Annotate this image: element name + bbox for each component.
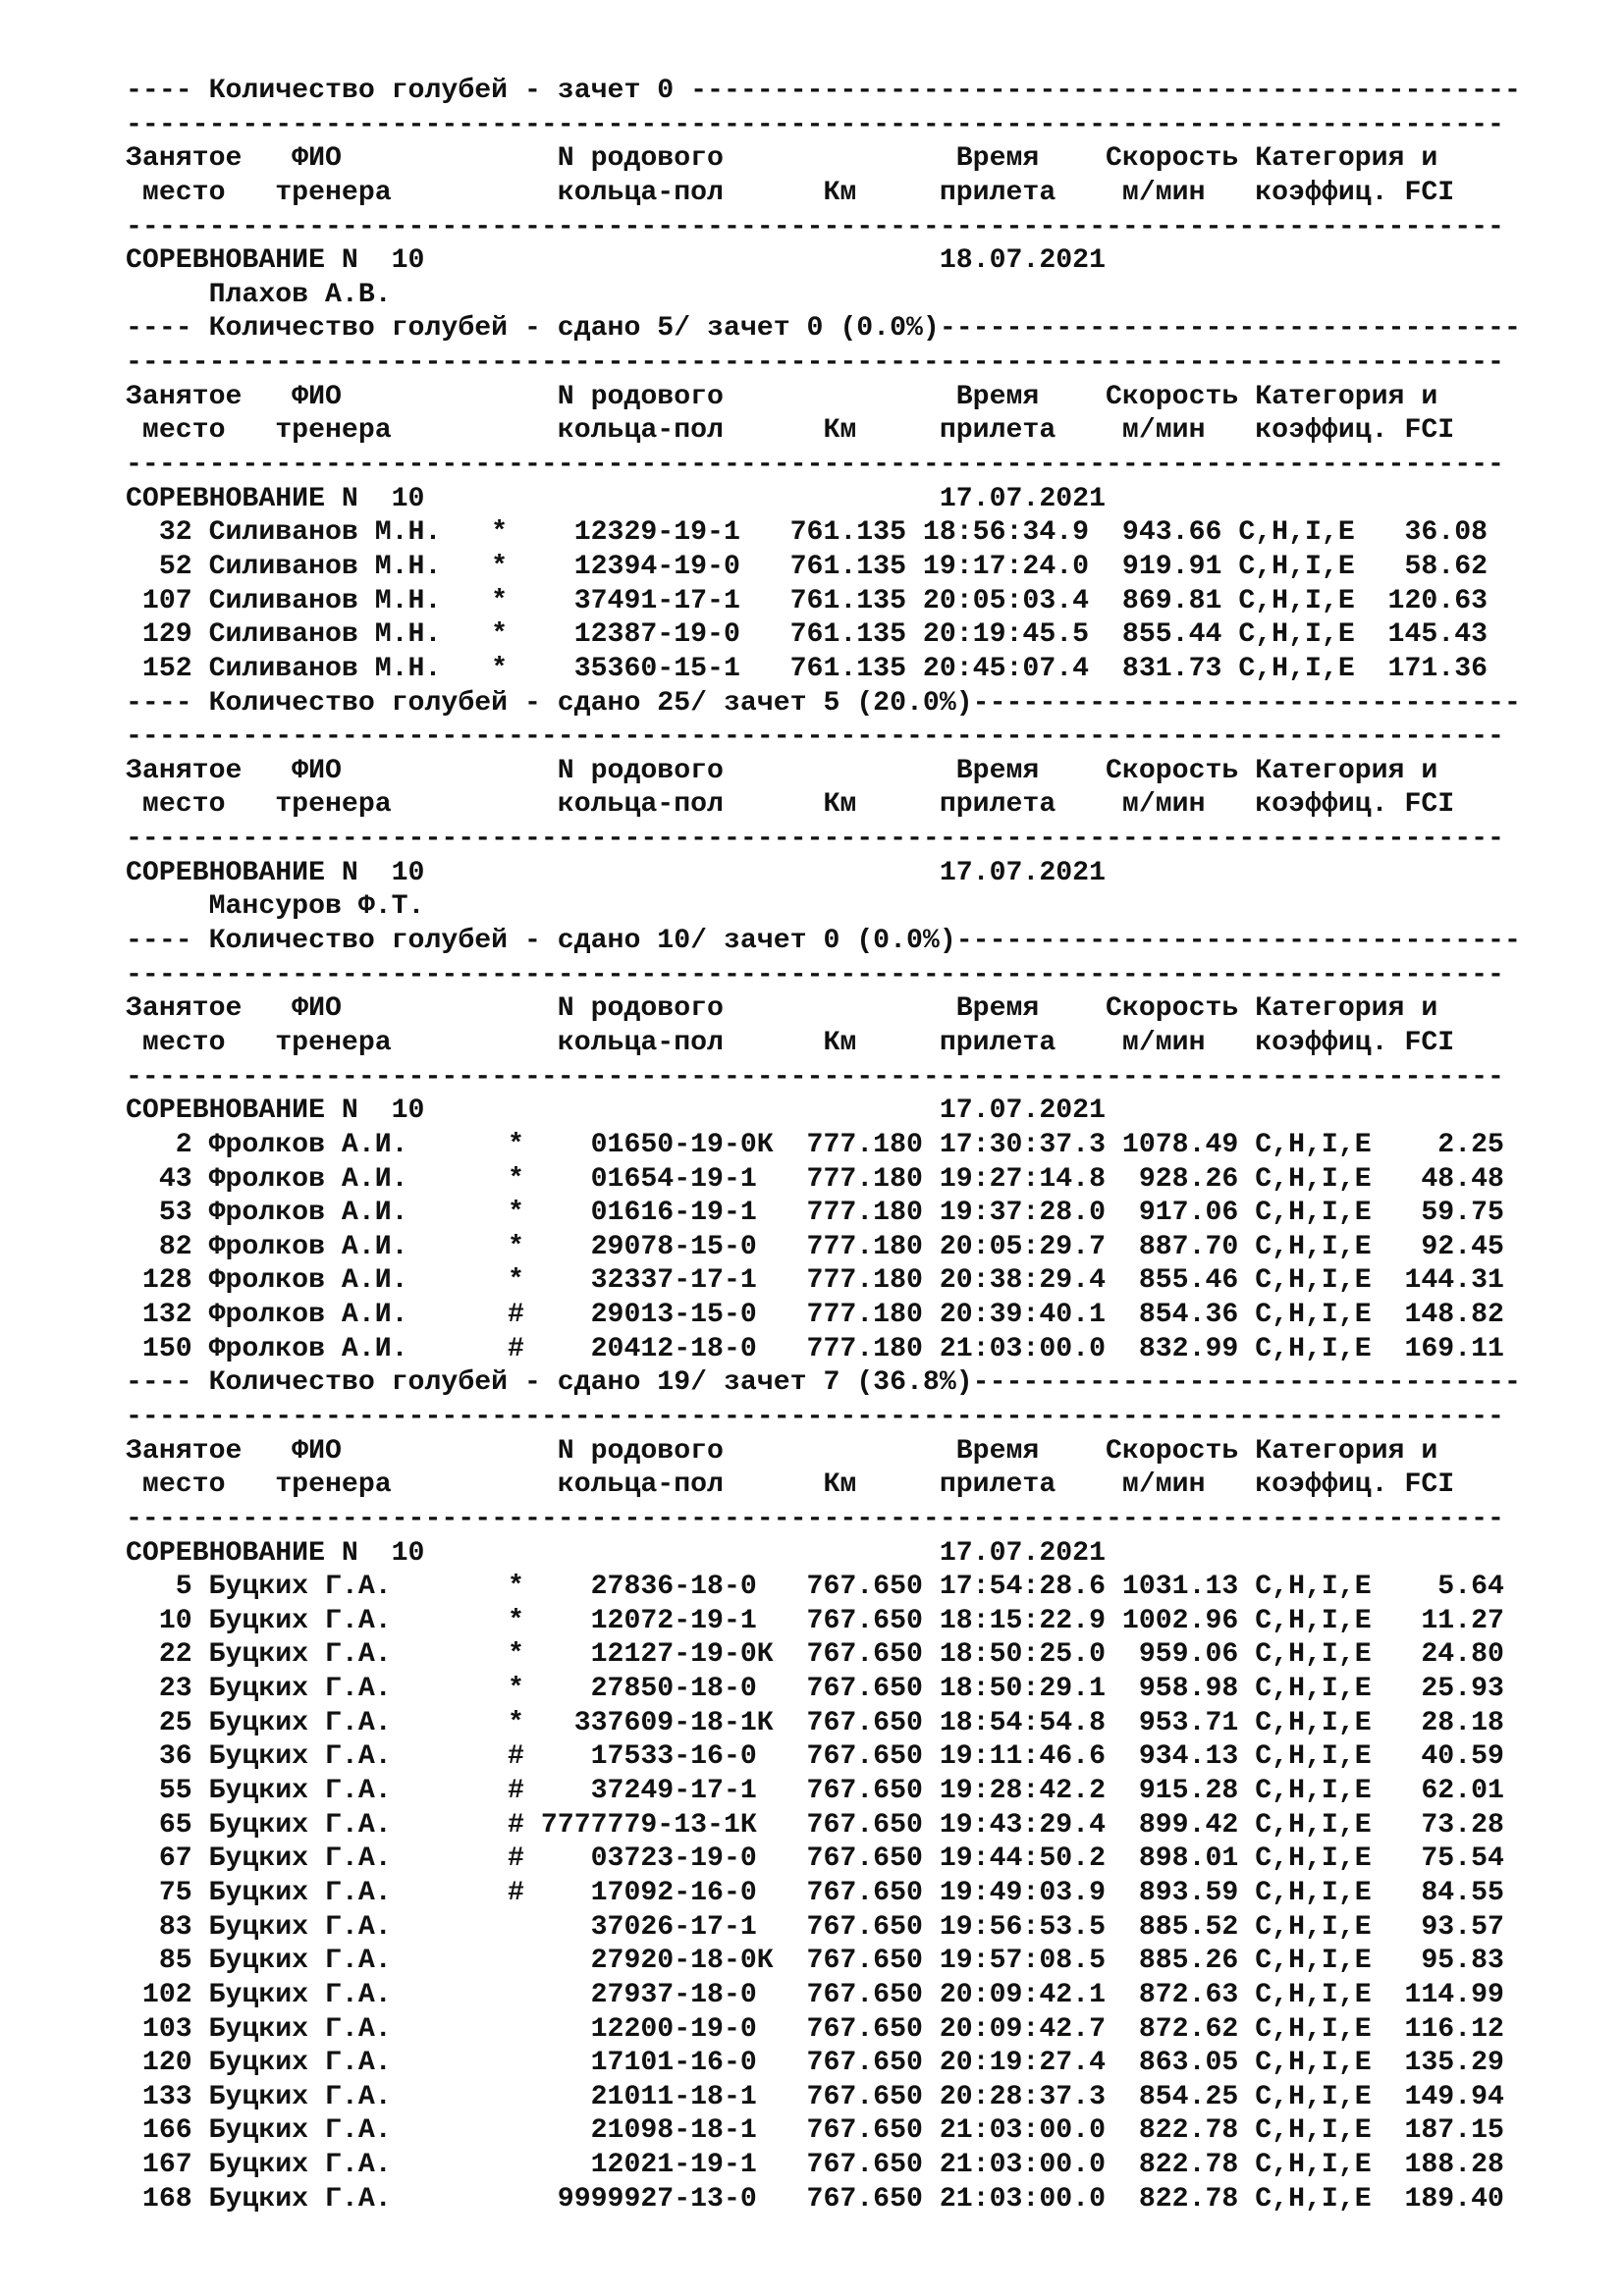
competition-header: СОРЕВНОВАНИЕ N 10 18.07.2021 <box>126 245 1106 277</box>
table-header: место тренера кольца-пол Км прилета м/мин коэффиц. FCI <box>126 1027 1455 1058</box>
separator-line: ----------------------------------------------------------------------------------- <box>126 1503 1504 1534</box>
table-row: 152 Силиванов М.Н. * 35360-15-1 761.135 20:45:07.4 831.73 C,H,I,E 171.36 <box>126 653 1489 684</box>
table-row: 65 Буцких Г.А. # 7777779-13-1К 767.650 19:43:29.4 899.42 C,H,I,E 73.28 <box>126 1809 1504 1841</box>
summary-line: ---- Количество голубей - сдано 5/ зачет 0 (0.0%)----------------------------------- <box>126 313 1521 345</box>
summary-line: ---- Количество голубей - сдано 19/ зачет 7 (36.8%)--------------------------------- <box>126 1367 1521 1399</box>
table-row: 168 Буцких Г.А. 9999927-13-0 767.650 21:03:00.0 822.78 C,H,I,E 189.40 <box>126 2183 1504 2215</box>
summary-line: ---- Количество голубей - зачет 0 -------------------------------------------------- <box>126 76 1521 106</box>
table-header: Занятое ФИО N родового Время Скорость Категория и <box>126 381 1438 412</box>
table-row: 43 Фролков А.И. * 01654-19-1 777.180 19:27:14.8 928.26 C,H,I,E 48.48 <box>126 1163 1504 1195</box>
table-row: 132 Фролков А.И. # 29013-15-0 777.180 20:39:40.1 854.36 C,H,I,E 148.82 <box>126 1300 1504 1331</box>
competition-header: СОРЕВНОВАНИЕ N 10 17.07.2021 <box>126 1537 1106 1569</box>
table-row: 150 Фролков А.И. # 20412-18-0 777.180 21:03:00.0 832.99 C,H,I,E 169.11 <box>126 1333 1504 1364</box>
table-header: место тренера кольца-пол Км прилета м/мин коэффиц. FCI <box>126 415 1455 447</box>
table-row: 53 Фролков А.И. * 01616-19-1 777.180 19:37:28.0 917.06 C,H,I,E 59.75 <box>126 1198 1504 1229</box>
separator-line: ----------------------------------------------------------------------------------- <box>126 721 1504 753</box>
separator-line: ----------------------------------------------------------------------------------- <box>126 824 1504 855</box>
table-row: 82 Фролков А.И. * 29078-15-0 777.180 20:05:29.7 887.70 C,H,I,E 92.45 <box>126 1231 1504 1262</box>
table-row: 128 Фролков А.И. * 32337-17-1 777.180 20:38:29.4 855.46 C,H,I,E 144.31 <box>126 1265 1504 1297</box>
competition-header: СОРЕВНОВАНИЕ N 10 17.07.2021 <box>126 1095 1106 1127</box>
report-sheet <box>126 75 1598 2216</box>
separator-line: ----------------------------------------------------------------------------------- <box>126 211 1504 242</box>
table-row: 83 Буцких Г.А. 37026-17-1 767.650 19:56:53.5 885.52 C,H,I,E 93.57 <box>126 1911 1504 1943</box>
separator-line: ----------------------------------------------------------------------------------- <box>126 1401 1504 1432</box>
summary-line: ---- Количество голубей - сдано 10/ зачет 0 (0.0%)---------------------------------- <box>126 926 1521 957</box>
table-row: 166 Буцких Г.А. 21098-18-1 767.650 21:03:00.0 822.78 C,H,I,E 187.15 <box>126 2115 1504 2147</box>
table-row: 133 Буцких Г.А. 21011-18-1 767.650 20:28:37.3 854.25 C,H,I,E 149.94 <box>126 2081 1504 2112</box>
separator-line: ----------------------------------------------------------------------------------- <box>126 109 1504 140</box>
table-header: место тренера кольца-пол Км прилета м/мин коэффиц. FCI <box>126 789 1455 821</box>
table-row: 55 Буцких Г.А. # 37249-17-1 767.650 19:28:42.2 915.28 C,H,I,E 62.01 <box>126 1776 1504 1807</box>
table-row: 36 Буцких Г.А. # 17533-16-0 767.650 19:11:46.6 934.13 C,H,I,E 40.59 <box>126 1741 1504 1773</box>
table-header: место тренера кольца-пол Км прилета м/мин коэффиц. FCI <box>126 177 1455 208</box>
table-header: Занятое ФИО N родового Время Скорость Категория и <box>126 143 1438 175</box>
competition-header: СОРЕВНОВАНИЕ N 10 17.07.2021 <box>126 857 1106 888</box>
table-row: 32 Силиванов М.Н. * 12329-19-1 761.135 18:56:34.9 943.66 C,H,I,E 36.08 <box>126 517 1489 549</box>
table-row: 102 Буцких Г.А. 27937-18-0 767.650 20:09:42.1 872.63 C,H,I,E 114.99 <box>126 1979 1504 2010</box>
table-header: место тренера кольца-пол Км прилета м/мин коэффиц. FCI <box>126 1469 1455 1501</box>
table-row: 167 Буцких Г.А. 12021-19-1 767.650 21:03:00.0 822.78 C,H,I,E 188.28 <box>126 2150 1504 2181</box>
table-row: 10 Буцких Г.А. * 12072-19-1 767.650 18:15:22.9 1002.96 C,H,I,E 11.27 <box>126 1605 1504 1636</box>
table-row: 25 Буцких Г.А. * 337609-18-1К 767.650 18:54:54.8 953.71 C,H,I,E 28.18 <box>126 1707 1504 1738</box>
table-row: 85 Буцких Г.А. 27920-18-0К 767.650 19:57:08.5 885.26 C,H,I,E 95.83 <box>126 1946 1504 1977</box>
table-row: 75 Буцких Г.А. # 17092-16-0 767.650 19:49:03.9 893.59 C,H,I,E 84.55 <box>126 1877 1504 1908</box>
table-row: 5 Буцких Г.А. * 27836-18-0 767.650 17:54:28.6 1031.13 C,H,I,E 5.64 <box>126 1572 1504 1603</box>
trainer-line: Плахов А.В. <box>126 279 392 310</box>
table-row: 129 Силиванов М.Н. * 12387-19-0 761.135 20:19:45.5 855.44 C,H,I,E 145.43 <box>126 619 1489 651</box>
table-header: Занятое ФИО N родового Время Скорость Категория и <box>126 755 1438 786</box>
table-row: 23 Буцких Г.А. * 27850-18-0 767.650 18:50:29.1 958.98 C,H,I,E 25.93 <box>126 1674 1504 1705</box>
separator-line: ----------------------------------------------------------------------------------- <box>126 450 1504 481</box>
table-header: Занятое ФИО N родового Время Скорость Категория и <box>126 1435 1438 1467</box>
competition-header: СОРЕВНОВАНИЕ N 10 17.07.2021 <box>126 483 1106 514</box>
table-row: 103 Буцких Г.А. 12200-19-0 767.650 20:09:42.7 872.62 C,H,I,E 116.12 <box>126 2013 1504 2045</box>
separator-line: ----------------------------------------------------------------------------------- <box>126 959 1504 990</box>
table-row: 107 Силиванов М.Н. * 37491-17-1 761.135 20:05:03.4 869.81 C,H,I,E 120.63 <box>126 585 1489 616</box>
table-row: 67 Буцких Г.А. # 03723-19-0 767.650 19:44:50.2 898.01 C,H,I,E 75.54 <box>126 1843 1504 1875</box>
separator-line: ----------------------------------------------------------------------------------- <box>126 347 1504 379</box>
table-row: 52 Силиванов М.Н. * 12394-19-0 761.135 19:17:24.0 919.91 C,H,I,E 58.62 <box>126 551 1489 582</box>
table-header: Занятое ФИО N родового Время Скорость Категория и <box>126 993 1438 1025</box>
table-row: 120 Буцких Г.А. 17101-16-0 767.650 20:19:27.4 863.05 C,H,I,E 135.29 <box>126 2048 1504 2079</box>
separator-line: ----------------------------------------------------------------------------------- <box>126 1061 1504 1093</box>
summary-line: ---- Количество голубей - сдано 25/ зачет 5 (20.0%)--------------------------------- <box>126 687 1521 719</box>
trainer-line: Мансуров Ф.Т. <box>126 891 425 923</box>
table-row: 22 Буцких Г.А. * 12127-19-0К 767.650 18:50:25.0 959.06 C,H,I,E 24.80 <box>126 1639 1504 1671</box>
table-row: 2 Фролков А.И. * 01650-19-0К 777.180 17:30:37.3 1078.49 C,H,I,E 2.25 <box>126 1129 1504 1160</box>
